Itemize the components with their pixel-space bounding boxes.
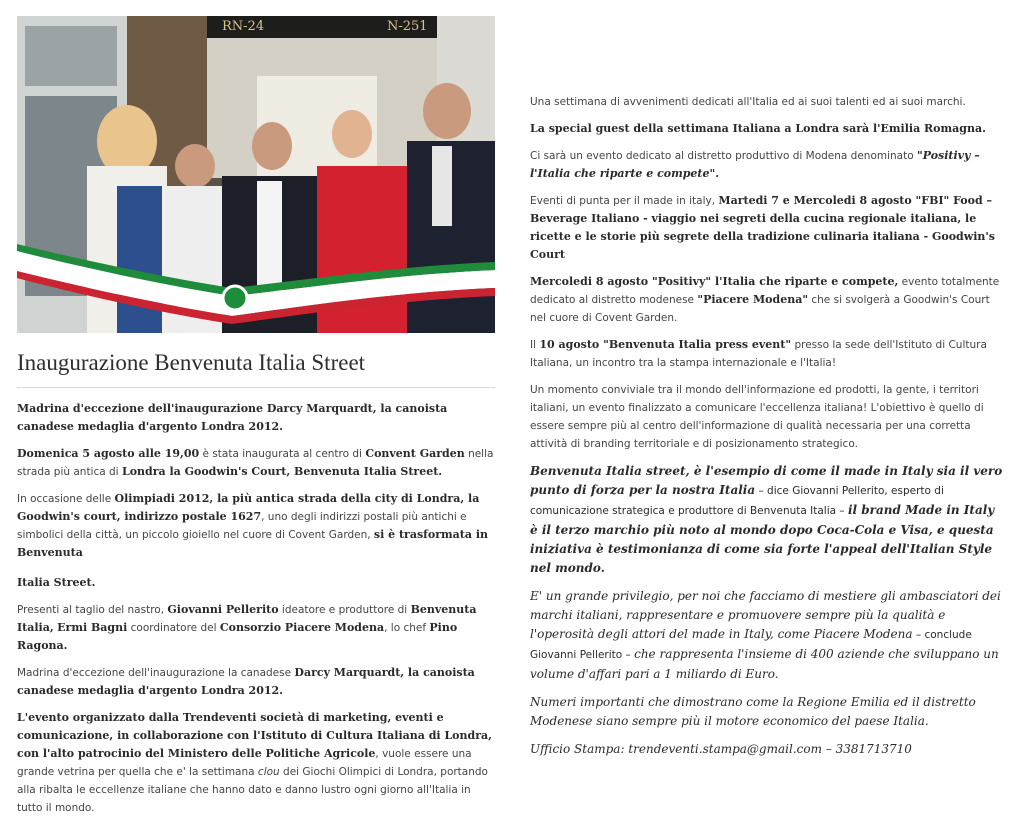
p4-name-2: Ermi Bagni [57, 621, 128, 634]
p4-consortium: Consorzio Piacere Modena [219, 621, 385, 634]
p3-bold-d: si è trasformata in Benvenuta [17, 528, 488, 559]
p2-text-b: è stata inaugurata al centro di [199, 448, 366, 460]
r6-bold: 10 agosto "Benvenuta Italia press event" [539, 338, 792, 351]
r6-text-a: Il [530, 339, 540, 351]
p4-text-c: ideatore e produttore di [278, 604, 411, 616]
p3-bold-b: Olimpiadi 2012, la più antica strada della city di Londra, la Goodwin's court, indirizzo postale 1627 [17, 492, 480, 523]
r7-text: Un momento conviviale tra il mondo dell'informazione ed prodotti, la gente, i territori italiani, un evento finalizzato a comunicare l'eccellenza italiana! L'obiettivo è quello di essere sempre più al centro dell'informazione di qualità necessaria per una corretta attività di branding territoriale e di posizionamento strategico. [530, 384, 984, 450]
paragraph-2 [17, 445, 495, 481]
p6-text-b: , vuole essere una grande vetrina per quella che e' la settimana [17, 748, 472, 778]
r4-text-a: Eventi di punta per il made in italy, [530, 195, 719, 207]
r-paragraph-2 [530, 120, 1006, 138]
r3-text-a: Ci sarà un evento dedicato al distretto produttivo di Modena denominato [530, 150, 917, 162]
r9-quote-a: E' un grande privilegio, per noi che facciamo di mestiere gli ambasciatori dei marchi italiani, rappresentare e promuovere sempre più la qualità e l'operosità degli attori del made in Italy, come Piacere Modena [530, 589, 1001, 641]
article-title: Inaugurazione Benvenuta Italia Street [17, 349, 495, 388]
paragraph-4 [17, 601, 495, 655]
p6-text-d: dei Giochi Olimpici di Londra, portando alla ribalta le eccellenze italiane che hanno dato e danno lustro ogni giorno all'Italia in tutto il mondo. [17, 766, 488, 814]
sign-left: RN-24 [222, 19, 265, 34]
r-paragraph-6 [530, 336, 1006, 372]
r-paragraph-10 [530, 693, 1006, 731]
p4-text-h: , lo chef [384, 622, 430, 634]
r-paragraph-3 [530, 147, 1006, 183]
r10-text: Numeri importanti che dimostrano come la Regione Emilia ed il distretto Modenese siano sempre più il motore economico del paese Italia. [530, 695, 976, 728]
event-photo [17, 16, 495, 333]
r-paragraph-5 [530, 273, 1006, 327]
right-column [530, 93, 1006, 768]
p2-place: Convent Garden [365, 447, 465, 460]
p3-text-a: In occasione delle [17, 493, 115, 505]
r9-quote-c: che rappresenta l'insieme di 400 aziende che sviluppano un volume d'affari pari a 1 miliardo di Euro. [530, 647, 999, 681]
r5-bold-c: "Piacere Modena" [697, 293, 809, 306]
ribbon-cutting-photo [17, 16, 495, 333]
p4-chef: Pino Ragona. [17, 621, 458, 652]
p3b-text: Italia Street. [17, 576, 96, 589]
r3-event-name: "Positivy – l'Italia che riparte e compete". [530, 149, 980, 180]
paragraph-3b [17, 574, 495, 592]
r-paragraph-11 [530, 740, 1006, 759]
left-column [17, 16, 495, 817]
r1-text: Una settimana di avvenimenti dedicati all'Italia ed ai suoi talenti ed ai suoi marchi. [530, 96, 966, 108]
r8-quote-a: Benvenuta Italia street, è l'esempio di come il made in Italy sia il vero punto di forza per la nostra Italia [530, 464, 1003, 497]
p2-street: Londra la Goodwin's Court, Benvenuta Italia Street. [121, 465, 443, 478]
p5-bold: Darcy Marquardt, la canoista canadese medaglia d'argento Londra 2012. [17, 666, 475, 697]
r-paragraph-7 [530, 381, 1006, 453]
r6-text-c: presso la sede dell'Istituto di Cultura Italiana, un incontro tra la stampa internazionale e l'Italia! [530, 339, 987, 369]
r-paragraph-9 [530, 587, 1006, 684]
r-paragraph-4 [530, 192, 1006, 264]
paragraph-1 [17, 400, 495, 436]
p4-text-a: Presenti al taglio del nastro, [17, 604, 168, 616]
r5-text-d: che si svolgerà a Goodwin's Court nel cuore di Covent Garden. [530, 294, 990, 324]
r9-attribution: – conclude Giovanni Pellerito – [530, 629, 972, 661]
press-phone: – 3381713710 [821, 742, 912, 756]
p2-date: Domenica 5 agosto alle 19,00 [17, 447, 200, 460]
p4-name-1: Giovanni Pellerito [167, 603, 279, 616]
press-email-link[interactable]: trendeventi.stampa@gmail.com [628, 742, 822, 756]
p6-bold: L'evento organizzato dalla Trendeventi società di marketing, eventi e comunicazione, in collaborazione con l'Istituto di Cultura Italiana di Londra, con l'alto patrocinio del Ministero delle Politiche Agricole [17, 711, 492, 760]
r2-text: La special guest della settimana Italiana a Londra sarà l'Emilia Romagna. [530, 122, 986, 135]
p4-brand: Benvenuta Italia, [17, 603, 477, 634]
press-office-label: Ufficio Stampa: [530, 742, 629, 756]
r8-attribution: – dice Giovanni Pellerito, esperto di comunicazione strategica e produttore di Benvenuta Italia – [530, 485, 944, 517]
p2-text-d: nella strada più antica di [17, 448, 494, 478]
paragraph-6 [17, 709, 495, 817]
r5-bold-a: Mercoledi 8 agosto "Positivy" l'Italia che riparte e compete, [530, 275, 899, 288]
p3-text-c: , uno degli indirizzi postali più antichi e simbolici della città, un piccolo gioiello nel cuore di Covent Garden, [17, 511, 467, 541]
p6-clou: clou [257, 766, 280, 778]
r-paragraph-1 [530, 93, 1006, 111]
r-paragraph-8 [530, 462, 1006, 578]
paragraph-3 [17, 490, 495, 562]
r4-bold: Martedi 7 e Mercoledi 8 agosto "FBI" Food – Beverage Italiano - viaggio nei segreti della cucina regionale italiana, le ricette e le storie più segrete della tradizione culinaria italiana - Goodwin's Court [530, 194, 995, 261]
p4-text-f: coordinatore del [127, 622, 220, 634]
sign-right: N-251 [387, 19, 428, 34]
p1-text: Madrina d'eccezione dell'inaugurazione Darcy Marquardt, la canoista canadese medaglia d'argento Londra 2012. [17, 402, 448, 433]
p5-text-a: Madrina d'eccezione dell'inaugurazione la canadese [17, 667, 295, 679]
r5-text-b: evento totalmente dedicato al distretto modenese [530, 276, 1000, 306]
paragraph-5 [17, 664, 495, 700]
r8-quote-c: il brand Made in Italy è il terzo marchio più noto al mondo dopo Coca-Cola e Visa, e questa iniziativa è testimonianza di come sia forte l'appeal dell'Italian Style nel mondo. [530, 503, 995, 575]
